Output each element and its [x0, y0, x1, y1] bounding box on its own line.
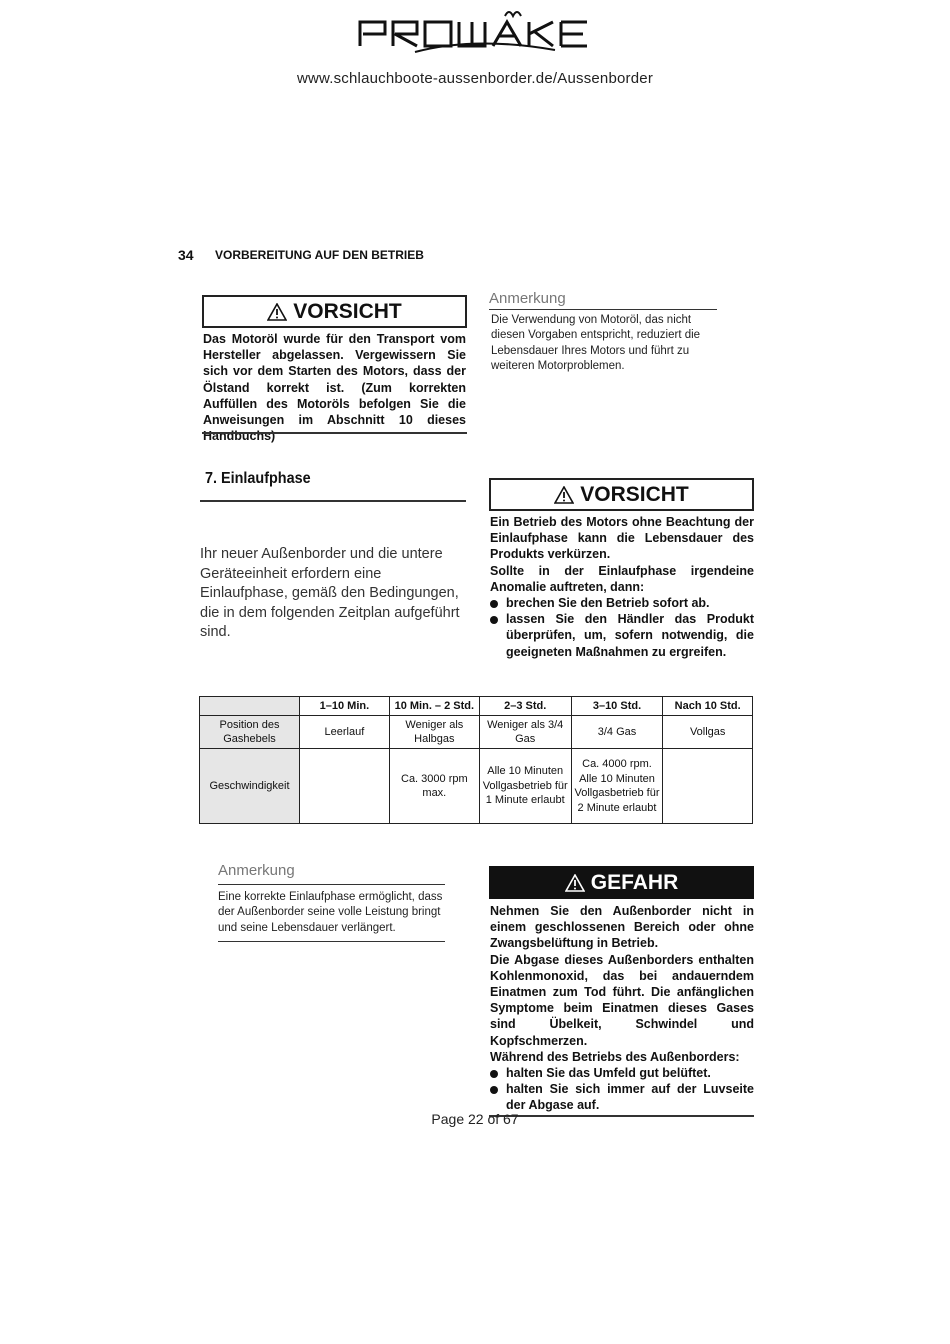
bullet-icon [490, 616, 498, 624]
bullet-icon [490, 1086, 498, 1094]
danger-body [490, 903, 754, 1114]
note-title-1: Anmerkung [489, 290, 566, 307]
table-cell: Weniger als 3/4 Gas [479, 716, 571, 749]
table-row [200, 749, 753, 824]
caution-rule-1 [202, 432, 467, 434]
prowake-logo [355, 6, 595, 56]
table-header-cell: 3–10 Std. [571, 697, 663, 716]
section-title: 7. Einlaufphase [205, 470, 311, 487]
table-cell: Weniger als Halbgas [389, 716, 479, 749]
caution-para-2a: Ein Betrieb des Motors ohne Beachtung der Einlaufphase kann die Lebensdauer des Produkts verkürzen. [490, 515, 754, 562]
prowake-logo-graphic [355, 6, 595, 56]
caution-body-2 [490, 514, 754, 660]
list-item [490, 1081, 754, 1113]
table-cell [299, 749, 389, 824]
caution-para-2b: Sollte in der Einlaufphase irgendeine Anomalie auftreten, dann: [490, 563, 754, 594]
page-number: 34 [178, 247, 194, 263]
caution-bullet-2a: brechen Sie den Betrieb sofort ab. [506, 596, 710, 611]
note-text-1: Die Verwendung von Motoröl, das nicht diesen Vorgaben entspricht, reduziert die Lebensdauer Ihres Motors und führt zu weiteren Motorproblemen. [491, 314, 701, 372]
warning-triangle-icon [554, 486, 574, 504]
danger-bullet-1: halten Sie das Umfeld gut belüftet. [506, 1066, 711, 1081]
table-row-header: Position des Gashebels [200, 716, 300, 749]
danger-bullet-2: halten Sie sich immer auf der Luvseite der Abgase auf. [506, 1082, 754, 1113]
bullet-icon [490, 600, 498, 608]
note-rule-bottom-2 [218, 941, 445, 942]
caution-bullet-2b: lassen Sie den Händler das Produkt überprüfen, um, sofern notwendig, die geeigneten Maßnahmen zu ergreifen. [506, 612, 754, 659]
running-head-title: VORBEREITUNG AUF DEN BETRIEB [215, 248, 424, 262]
list-item [490, 595, 754, 611]
table-cell: Vollgas [663, 716, 753, 749]
caution-label-1: VORSICHT [293, 299, 402, 323]
table-cell: Alle 10 Minuten Vollgasbetrieb für 1 Minute erlaubt [479, 749, 571, 824]
table-cell: 3/4 Gas [571, 716, 663, 749]
note-title-2: Anmerkung [218, 862, 295, 879]
caution-label-2: VORSICHT [580, 482, 689, 506]
danger-para-3: Während des Betriebs des Außenborders: [490, 1049, 740, 1064]
list-item [490, 1065, 754, 1081]
table-row [200, 716, 753, 749]
caution-header-1 [202, 295, 467, 328]
list-item [490, 611, 754, 660]
caution-list-2 [490, 595, 754, 660]
table-cell: Ca. 4000 rpm. Alle 10 Minuten Vollgasbetrieb für 2 Minute erlaubt [571, 749, 663, 824]
table-cell [663, 749, 753, 824]
table-row-header: Geschwindigkeit [200, 749, 300, 824]
table-corner-cell [200, 697, 300, 716]
bullet-icon [490, 1070, 498, 1078]
danger-para-1: Nehmen Sie den Außenborder nicht in einem geschlossenen Bereich oder ohne Zwangsbelüftung in Betrieb. [490, 904, 754, 951]
table-cell: Leerlauf [299, 716, 389, 749]
table-header-cell: 1–10 Min. [299, 697, 389, 716]
section-intro: Ihr neuer Außenborder und die untere Geräteeinheit erfordern eine Einlaufphase, gemäß den Bedingungen, die in dem folgenden Zeitplan aufgeführt sind. [200, 546, 460, 640]
table-header-cell: Nach 10 Std. [663, 697, 753, 716]
section-title-rule [200, 500, 466, 502]
page-footer: Page 22 of 67 [431, 1111, 519, 1127]
table-cell: Ca. 3000 rpm max. [389, 749, 479, 824]
caution-header-2 [489, 478, 754, 511]
danger-list [490, 1065, 754, 1114]
table-header-cell: 2–3 Std. [479, 697, 571, 716]
warning-triangle-icon [565, 874, 585, 892]
header-url: www.schlauchboote-aussenborder.de/Aussenborder [296, 70, 654, 87]
danger-para-2: Die Abgase dieses Außenborders enthalten Kohlenmonoxid, das bei andauerndem Einatmen zum Tod führt. Die anfänglichen Symptome beim Einatmen dieses Gases sind Übelkeit, Schwindel und Kopfschmerzen. [490, 952, 754, 1048]
break-in-table [199, 696, 753, 824]
table-header-cell: 10 Min. – 2 Std. [389, 697, 479, 716]
warning-triangle-icon [267, 303, 287, 321]
danger-label: GEFAHR [590, 870, 679, 894]
table-header-row [200, 697, 753, 716]
note-text-2: Eine korrekte Einlaufphase ermöglicht, dass der Außenborder seine volle Leistung bringt und seine Lebensdauer verlängert. [218, 891, 443, 934]
danger-header [489, 866, 754, 899]
caution-text-1: Das Motoröl wurde für den Transport vom Hersteller abgelassen. Vergewissern Sie sich vor dem Starten des Motors, dass der Ölstand korrekt ist. (Zum korrekten Auffüllen des Motoröls befolgen Sie die Anweisungen im Abschnitt 10 dieses Handbuchs) [203, 332, 466, 444]
note-rule-top-1 [489, 309, 717, 310]
note-rule-top-2 [218, 884, 445, 885]
